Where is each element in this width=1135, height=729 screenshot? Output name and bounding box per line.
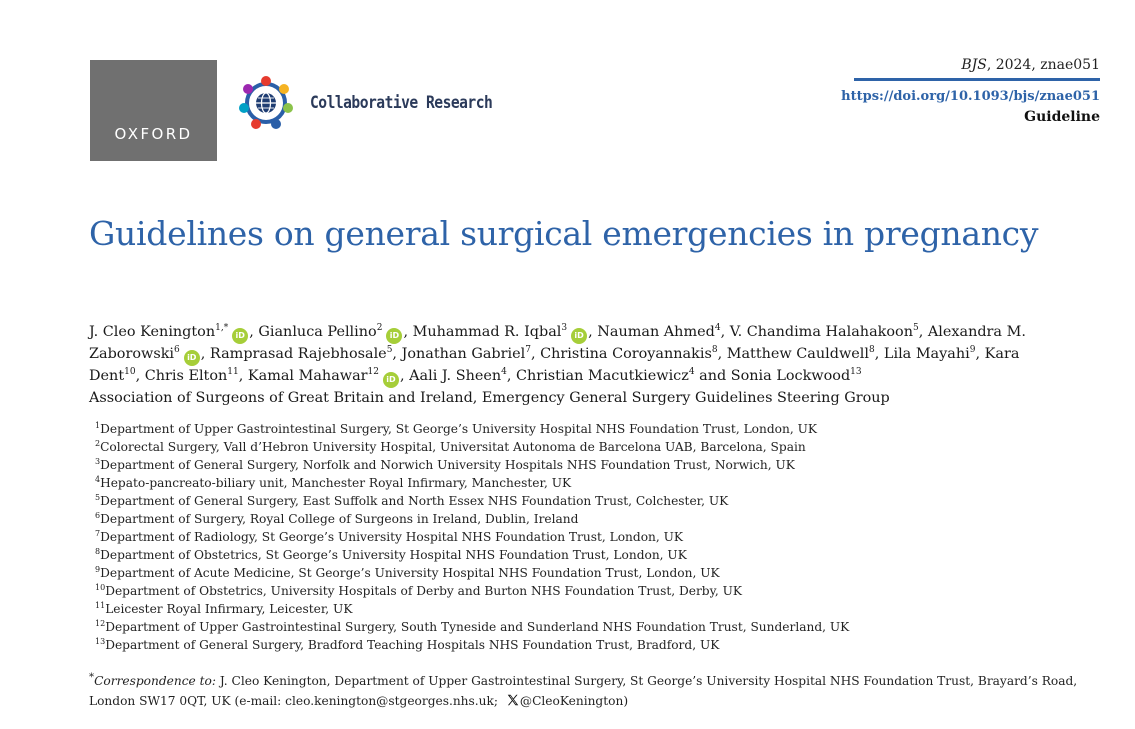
author (89, 324, 249, 340)
doi-link[interactable]: https://doi.org/10.1093/bjs/znae051 (841, 89, 1100, 104)
correspondence-text: J. Cleo Kenington, Department of Upper Gastrointestinal Surgery, St George’s University Hospital NHS Foundation Trust, Brayard’s Road, London SW17 0QT, UK (e-mail: cleo.kenington@stgeorges.nhs.uk; (89, 674, 1078, 709)
affiliation-number: 13 (95, 637, 106, 646)
affiliation-number: 1 (95, 421, 101, 430)
group-author: Association of Surgeons of Great Britain and Ireland, Emergency General Surgery Guidelines Steering Group (89, 390, 890, 406)
affiliation-number: 4 (95, 475, 101, 484)
author-affiliation-sup: 8 (711, 345, 718, 355)
article-type: Guideline (1024, 109, 1100, 125)
collaborative-logo-text: Collaborative Research (310, 93, 493, 113)
author-affiliation-sup: 10 (124, 367, 136, 377)
affiliation-text: Colorectal Surgery, Vall d’Hebron University Hospital, Universitat Autonoma de Barcelona UAB, Barcelona, Spain (100, 440, 806, 454)
affiliation-list (95, 420, 1055, 654)
author (258, 324, 403, 340)
author-affiliation-sup: 1,* (215, 323, 229, 333)
author-affiliation-sup: 11 (227, 367, 239, 377)
affiliation-text: Department of Surgery, Royal College of Surgeons in Ireland, Dublin, Ireland (100, 512, 579, 526)
author-name: Alexandra M. Zaborowski (89, 324, 1026, 362)
collaborative-research-logo (238, 74, 522, 132)
author-affiliation-sup: 4 (714, 323, 721, 333)
affiliation-item (95, 636, 1055, 654)
author (597, 324, 720, 340)
affiliation-number: 7 (95, 529, 101, 538)
affiliation-number: 2 (95, 439, 101, 448)
author (402, 346, 531, 362)
affiliation-text: Department of General Surgery, Bradford Teaching Hospitals NHS Foundation Trust, Bradford, UK (105, 638, 720, 652)
author (248, 368, 400, 384)
affiliation-item (95, 600, 1055, 618)
affiliation-item (95, 510, 1055, 528)
affiliation-number: 9 (95, 565, 101, 574)
orcid-icon[interactable]: iD (232, 328, 248, 344)
x-logo-icon (506, 693, 520, 707)
orcid-icon[interactable]: iD (571, 328, 587, 344)
collaborative-globe-icon (238, 74, 294, 132)
affiliation-item (95, 528, 1055, 546)
affiliation-item (95, 492, 1055, 510)
affiliation-item (95, 582, 1055, 600)
author-name: Christina Coroyannakis (540, 346, 712, 362)
author (884, 346, 976, 362)
author-name: V. Chandima Halahakoon (729, 324, 913, 340)
author-name: Nauman Ahmed (597, 324, 715, 340)
affiliation-item (95, 456, 1055, 474)
author-affiliation-sup: 5 (912, 323, 919, 333)
author-name: Sonia Lockwood (730, 368, 851, 384)
author-name: Gianluca Pellino (258, 324, 377, 340)
affiliation-item (95, 438, 1055, 456)
author-affiliation-sup: 2 (376, 323, 383, 333)
author (540, 346, 717, 362)
author-name: Aali J. Sheen (409, 368, 502, 384)
affiliation-number: 5 (95, 493, 101, 502)
affiliation-text: Department of General Surgery, Norfolk and Norwich University Hospitals NHS Foundation Trust, Norwich, UK (100, 458, 795, 472)
author (727, 346, 875, 362)
author-name: Lila Mayahi (883, 346, 970, 362)
author (730, 324, 919, 340)
citation (841, 56, 1100, 74)
affiliation-number: 11 (95, 601, 106, 610)
orcid-icon[interactable]: iD (383, 372, 399, 388)
author-name: Chris Elton (144, 368, 228, 384)
author (145, 368, 239, 384)
author-names: J. Cleo Kenington$^{1,*}$iD , Gianluca Pellino$^2$iD , Muhammad R. Iqbal$^3$iD , Nauman Ahmed$^4$, V. Chandima Halahakoon$^5$, Alexandra M. Zaborowski$^6$iD , Ramprasad Rajebhosale$^5$, Jonathan Gabriel$^7$, Christina Coroyannakis$^8$, Matthew Cauldwell$^8$, Lila Mayahi$^9$, Kara Dent$^{10}$, Chris Elton$^{11}$, Kamal Mahawar$^{12}$iD , Aali J. Sheen$^4$, Christian Macutkiewicz$^4$ and Sonia Lockwood$^{13}$ (89, 324, 1026, 384)
affiliation-number: 6 (95, 511, 101, 520)
author-name: J. Cleo Kenington (89, 324, 216, 340)
affiliation-text: Department of Obstetrics, University Hospitals of Derby and Burton NHS Foundation Trust, Derby, UK (105, 584, 742, 598)
author-name: Christian Macutkiewicz (516, 368, 689, 384)
affiliation-item (95, 618, 1055, 636)
orcid-icon[interactable]: iD (184, 350, 200, 366)
author-name: Kamal Mahawar (247, 368, 368, 384)
affiliation-text: Department of Acute Medicine, St George’s University Hospital NHS Foundation Trust, London, UK (100, 566, 720, 580)
author (210, 346, 393, 362)
author-affiliation-sup: 8 (869, 345, 875, 355)
affiliation-item (95, 420, 1055, 438)
affiliation-text: Department of Radiology, St George’s University Hospital NHS Foundation Trust, London, UK (100, 530, 684, 544)
author-name: Jonathan Gabriel (401, 346, 526, 362)
author (516, 368, 695, 384)
author-name: Muhammad R. Iqbal (412, 324, 562, 340)
author-affiliation-sup: 13 (850, 367, 862, 377)
affiliation-number: 8 (95, 547, 101, 556)
affiliation-number: 12 (95, 619, 106, 628)
author-affiliation-sup: 4 (501, 367, 507, 377)
author-affiliation-sup: 9 (969, 345, 976, 355)
affiliation-item (95, 564, 1055, 582)
affiliation-text: Department of Upper Gastrointestinal Surgery, South Tyneside and Sunderland NHS Foundation Trust, Sunderland, UK (105, 620, 850, 634)
author (413, 324, 589, 340)
author-name: Matthew Cauldwell (726, 346, 870, 362)
correspondence-star: * (89, 672, 95, 683)
affiliation-number: 10 (95, 583, 106, 592)
author-affiliation-sup: 3 (561, 323, 568, 333)
author (731, 368, 862, 384)
author-affiliation-sup: 5 (386, 345, 393, 355)
affiliation-text: Department of General Surgery, East Suffolk and North Essex NHS Foundation Trust, Colchester, UK (100, 494, 729, 508)
journal-meta (841, 56, 1100, 128)
affiliation-text: Leicester Royal Infirmary, Leicester, UK (105, 602, 353, 616)
author-affiliation-sup: 4 (688, 367, 695, 377)
affiliation-text: Department of Upper Gastrointestinal Surgery, St George’s University Hospital NHS Foundation Trust, London, UK (100, 422, 817, 436)
orcid-icon[interactable]: iD (386, 328, 402, 344)
author-affiliation-sup: 6 (174, 345, 180, 355)
author-name: Kara Dent (89, 346, 1020, 384)
author-name: Ramprasad Rajebhosale (209, 346, 387, 362)
author-list (89, 322, 1049, 408)
author (409, 368, 507, 384)
citation-journal: BJS (961, 57, 987, 73)
affiliation-item (95, 546, 1055, 564)
affiliation-text: Hepato-pancreato-biliary unit, Manchester Royal Infirmary, Manchester, UK (100, 476, 572, 490)
affiliation-text: Department of Obstetrics, St George’s University Hospital NHS Foundation Trust, London, UK (100, 548, 687, 562)
oxford-logo (90, 60, 217, 161)
author-affiliation-sup: 7 (525, 345, 531, 355)
oxford-logo-text: OXFORD (114, 125, 193, 143)
affiliation-number: 3 (95, 457, 101, 466)
twitter-handle[interactable]: @CleoKenington) (519, 694, 629, 709)
header-rule (854, 78, 1100, 81)
author-affiliation-sup: 12 (367, 367, 379, 377)
correspondence (89, 668, 1079, 711)
citation-rest: , 2024, znae051 (986, 57, 1100, 73)
article-title: Guidelines on general surgical emergencies in pregnancy (89, 214, 1039, 253)
correspondence-label: Correspondence to: (94, 674, 216, 689)
affiliation-item (95, 474, 1055, 492)
